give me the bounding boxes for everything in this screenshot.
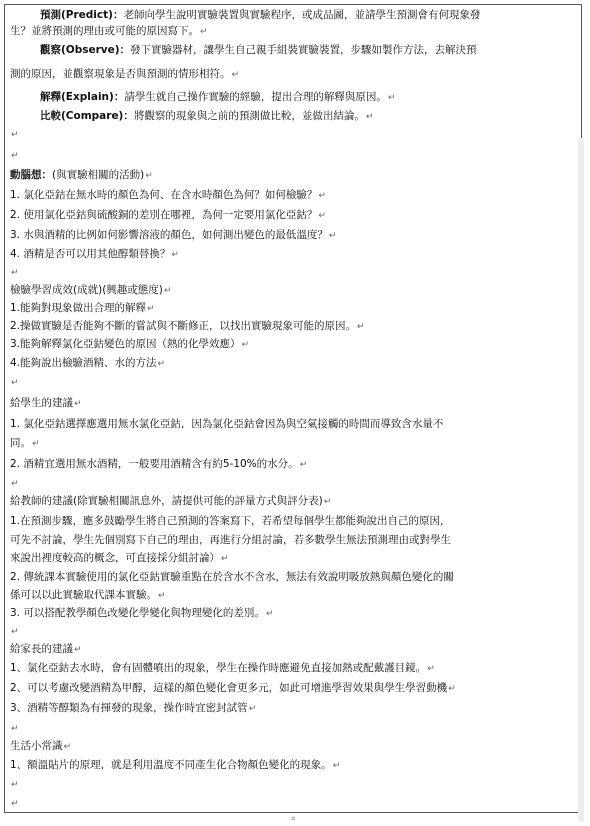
think-item [10, 208, 578, 223]
think-heading [10, 168, 578, 183]
teacher-item-text: 可先不討論，學生先個別寫下自己的理由，再進行分組討論，若多數學生無法預測理由或對學生 [10, 534, 451, 546]
teacher-item-cont [10, 588, 578, 603]
teacher-item-cont [10, 551, 578, 566]
teacher-item-text: 2. 傳統課本實驗使用的氯化亞鈷實驗重點在於含水不含水，無法有效說明吸放熱與顏色變化的關 [10, 571, 454, 583]
paragraph-mark-icon: ↵ [357, 322, 365, 332]
page-end-mark: ¤ [291, 815, 296, 823]
paragraph-mark-icon: ↵ [11, 268, 19, 278]
paragraph-mark-icon: ↵ [365, 112, 374, 122]
observe-text: 發下實驗器材，讓學生自己親手組裝實驗裝置，步驟如製作方法，去解決預 [130, 44, 477, 56]
predict-label: 預測(Predict)： [40, 9, 124, 21]
empty-line [10, 624, 578, 639]
think-heading-label: 動腦想： [10, 169, 52, 181]
outcome-item-text: 3.能夠解釋氯化亞鈷變色的原因（熱的化學效應） [10, 338, 241, 350]
teacher-item-text: 係可以以此實驗取代課本實驗。 [10, 589, 157, 601]
paragraph-mark-icon: ↵ [74, 645, 82, 655]
outcome-item [10, 319, 578, 334]
student-item-text: 2. 酒精宜選用無水酒精，一般要用酒精含有約5-10%的水分。 [10, 458, 299, 470]
parent-item-text: 2、可以考慮改變酒精為甲醇，這樣的顏色變化會更多元，如此可增進學習效果與學生學習動機 [10, 682, 448, 694]
parents-heading [10, 642, 578, 657]
predict-line [40, 8, 576, 22]
parents-heading-text: 給家長的建議 [10, 643, 73, 655]
predict-line-cont [10, 24, 578, 39]
parent-item [10, 701, 578, 716]
paragraph-mark-icon: ↵ [158, 591, 166, 601]
predict-cont: 生？並將預測的理由或可能的原因寫下。 [10, 25, 199, 37]
teacher-item-text: 來說出裡度較高的概念，可直接採分組討論） [10, 552, 220, 564]
teachers-heading-text: 給教師的建議(除實驗相關訊息外，請提供可能的評量方式與評分表) [10, 495, 323, 507]
empty-line [10, 148, 578, 163]
empty-line [10, 796, 578, 811]
paragraph-mark-icon: ↵ [387, 93, 396, 103]
explain-line [40, 90, 576, 105]
predict-text: 老師向學生說明實驗裝置與實驗程序，或成品圖，並請學生預測會有何現象發 [123, 9, 481, 21]
paragraph-mark-icon: ↵ [11, 151, 19, 161]
paragraph-mark-icon: ↵ [448, 684, 456, 694]
paragraph-mark-icon: ↵ [318, 191, 326, 201]
think-item-text: 2. 使用氯化亞鈷與硫酸銅的差別在哪裡，為何一定要用氯化亞鈷？ [10, 209, 318, 221]
parent-item-text: 3、酒精等醇類為有揮發的現象，操作時宜密封試管 [10, 702, 248, 714]
paragraph-mark-icon: ↵ [157, 359, 166, 369]
tips-heading [10, 739, 578, 754]
think-item [10, 228, 578, 243]
outcome-item [10, 356, 578, 371]
tip-item-text: 1、額溫貼片的原理，就是利用溫度不同產生化合物顏色變化的現象。 [10, 759, 332, 771]
empty-line [10, 375, 578, 390]
teacher-item [10, 514, 578, 528]
outcomes-heading [10, 283, 578, 298]
students-heading-text: 給學生的建議 [10, 397, 73, 409]
empty-line [10, 777, 578, 792]
observe-cont: 測的原因，並觀察現象是否與預測的情形相符。 [10, 68, 231, 80]
paragraph-mark-icon: ↵ [11, 724, 19, 734]
outcome-item [10, 337, 578, 352]
student-item [10, 417, 578, 431]
student-item-text: 同。 [10, 437, 31, 449]
outcome-item-text: 4.能夠說出檢驗酒精、水的方法 [10, 357, 157, 369]
teacher-item [10, 606, 578, 621]
empty-line [10, 127, 578, 142]
compare-text: 將觀察的現象與之前的預測做比較，並做出結論。 [133, 110, 365, 122]
think-item [10, 188, 578, 203]
paragraph-mark-icon: ↵ [248, 704, 257, 714]
paragraph-mark-icon: ↵ [145, 171, 153, 181]
teacher-item-text: 3. 可以搭配教學顏色改變化學變化與物理變化的差別。 [10, 607, 265, 619]
outcome-item [10, 301, 578, 316]
paragraph-mark-icon: ↵ [11, 780, 19, 790]
empty-line [10, 476, 578, 491]
parent-item [10, 681, 578, 696]
paragraph-mark-icon: ↵ [265, 609, 274, 619]
explain-text: 請學生就自己操作實驗的經驗，提出合理的解釋與原因。 [124, 91, 387, 103]
think-item [10, 247, 578, 262]
tips-heading-text: 生活小常識 [10, 740, 63, 752]
paragraph-mark-icon: ↵ [163, 286, 172, 296]
paragraph-mark-icon: ↵ [63, 742, 72, 752]
paragraph-mark-icon: ↵ [332, 761, 341, 771]
paragraph-mark-icon: ↵ [299, 460, 308, 470]
observe-label: 觀察(Observe)： [40, 44, 131, 56]
paragraph-mark-icon: ↵ [328, 231, 337, 241]
paragraph-mark-icon: ↵ [11, 627, 19, 637]
compare-line [40, 109, 576, 124]
empty-line [10, 265, 578, 280]
teachers-heading [10, 494, 578, 509]
paragraph-mark-icon: ↵ [231, 70, 240, 80]
teacher-item-cont [10, 533, 578, 547]
paragraph-mark-icon: ↵ [221, 554, 229, 564]
paragraph-mark-icon: ↵ [427, 664, 435, 674]
paragraph-mark-icon: ↵ [74, 399, 82, 409]
compare-label: 比較(Compare)： [40, 110, 134, 122]
paragraph-mark-icon: ↵ [241, 340, 250, 350]
page-edge-shadow [578, 138, 584, 822]
observe-line [40, 43, 576, 57]
paragraph-mark-icon: ↵ [11, 479, 19, 489]
outcome-item-text: 2.操做實驗是否能夠不斷的嘗試與不斷修正，以找出實驗現象可能的原因。 [10, 320, 357, 332]
paragraph-mark-icon: ↵ [147, 304, 155, 314]
explain-label: 解釋(Explain)： [40, 91, 125, 103]
teacher-item [10, 570, 578, 584]
paragraph-mark-icon: ↵ [318, 211, 326, 221]
students-heading [10, 396, 578, 411]
outcomes-heading-text: 檢驗學習成效(成就)(興趣或態度) [10, 284, 163, 296]
student-item-cont [10, 436, 578, 451]
parent-item-text: 1、氯化亞鈷去水時，會有固體噴出的現象，學生在操作時應避免直接加熱或配戴護目鏡。 [10, 662, 427, 674]
outcome-item-text: 1.能夠對現象做出合理的解釋 [10, 302, 147, 314]
student-item [10, 457, 578, 472]
think-heading-note: (與實驗相關的活動) [52, 169, 145, 181]
think-item-text: 1. 氯化亞鈷在無水時的顏色為何、在含水時顏色為何？如何檢驗？ [10, 189, 318, 201]
paragraph-mark-icon: ↵ [200, 27, 208, 37]
paragraph-mark-icon: ↵ [32, 439, 40, 449]
paragraph-mark-icon: ↵ [323, 497, 332, 507]
paragraph-mark-icon: ↵ [11, 799, 19, 809]
tip-item [10, 758, 578, 773]
paragraph-mark-icon: ↵ [11, 130, 19, 140]
think-item-text: 4. 酒精是否可以用其他醇類替換？ [10, 248, 171, 260]
observe-line-cont [10, 67, 578, 82]
parent-item [10, 661, 578, 676]
paragraph-mark-icon: ↵ [11, 378, 19, 388]
think-item-text: 3. 水與酒精的比例如何影響溶液的顏色，如何測出變色的最低溫度？ [10, 229, 328, 241]
empty-line [10, 721, 578, 736]
paragraph-mark-icon: ↵ [171, 250, 179, 260]
teacher-item-text: 1.在預測步驟，應多鼓勵學生將自己預測的答案寫下，若希望每個學生都能夠說出自己的原因， [10, 515, 451, 527]
student-item-text: 1. 氯化亞鈷選擇應選用無水氯化亞鈷，因為氯化亞鈷會因為與空氣接觸的時間而導致含水量不 [10, 418, 444, 430]
